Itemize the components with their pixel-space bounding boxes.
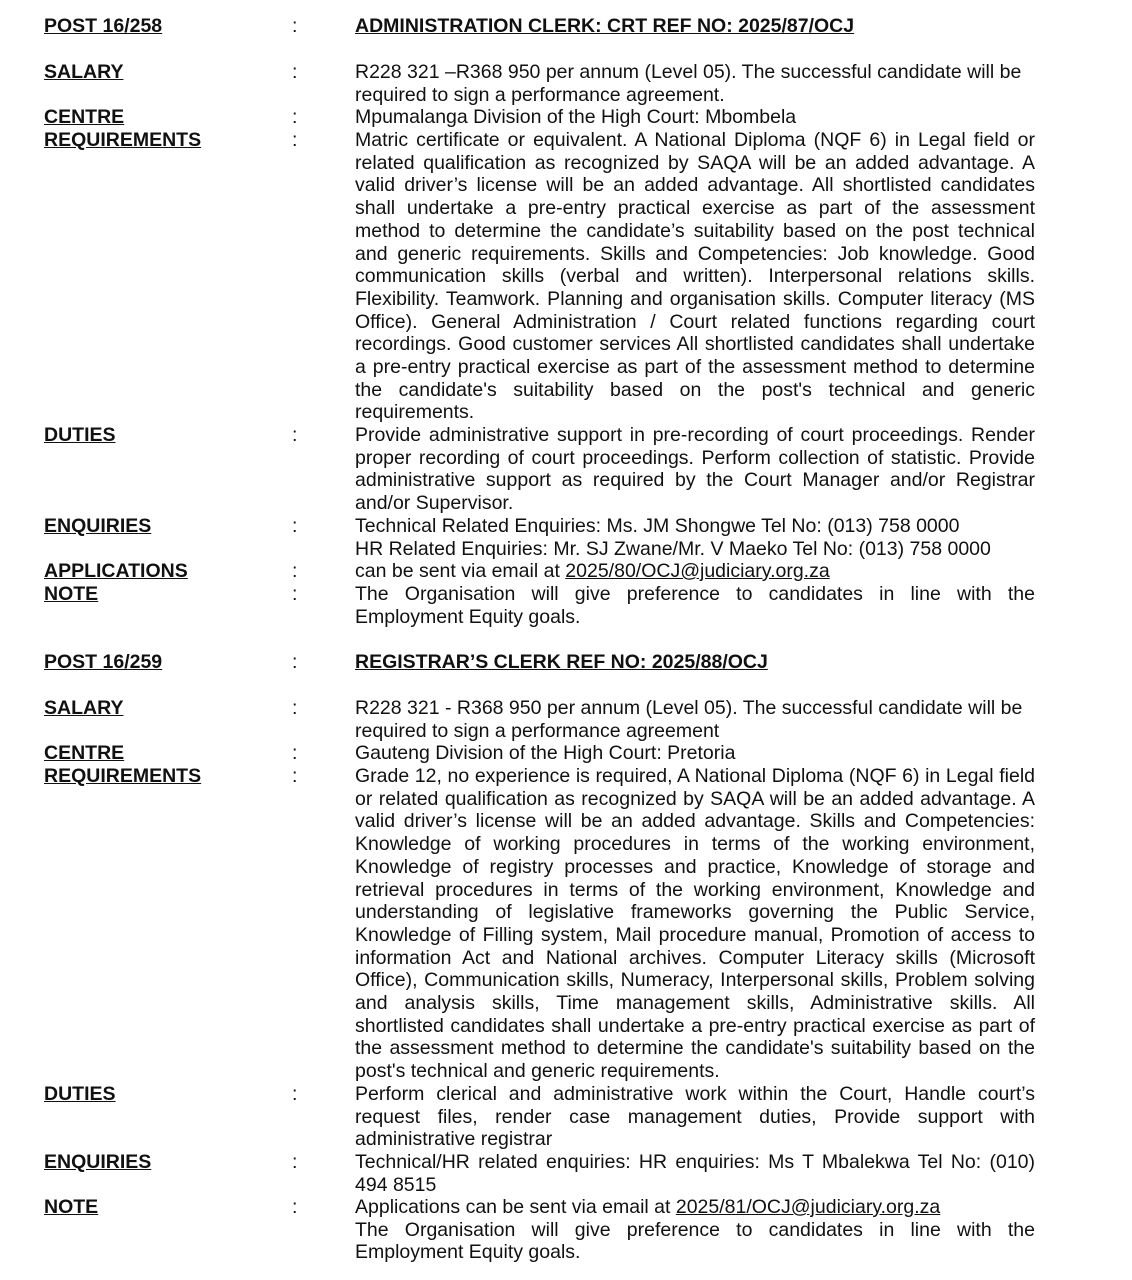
post1-salary-value: R228 321 –R368 950 per annum (Level 05). The successful candidate will be required to sign a performance agreement. (355, 61, 1022, 106)
post1-enquiries-line2: HR Related Enquiries: Mr. SJ Zwane/Mr. V Maeko Tel No: (013) 758 0000 (355, 537, 991, 560)
post2-note-text: The Organisation will give preference to candidates in line with the Employment Equity goals. (355, 1218, 1035, 1264)
post1-enquiries-label: ENQUIRIES (44, 515, 152, 537)
post2-duties-value: Perform clerical and administrative work within the Court, Handle court’s request files, render case management duties, Provide support with administrative registrar (355, 1083, 1035, 1151)
post2-note-label: NOTE (44, 1196, 99, 1218)
post2-post-label: POST 16/259 (44, 651, 163, 673)
post2-salary-value: R228 321 - R368 950 per annum (Level 05). The successful candidate will be required to sign a performance agreement (355, 697, 1023, 742)
post1-note-value: The Organisation will give preference to candidates in line with the Employment Equity goals. (355, 583, 1035, 628)
post2-note-value (355, 1196, 1035, 1264)
colon: : (292, 61, 298, 83)
post2-requirements-label: REQUIREMENTS (44, 765, 202, 787)
post1-applications-text: can be sent via email at (355, 560, 566, 582)
colon: : (292, 424, 298, 446)
post2-requirements-value: Grade 12, no experience is required, A National Diploma (NQF 6) in Legal field or related qualification as recognized by SAQA will be an added advantage. A valid driver’s license will be an added advantage. Skills and Competencies: Knowledge of working procedures in terms of the working environment, Knowledge of registry processes and practice, Knowledge of storage and retrieval procedures in terms of the working environment, Knowledge and understanding of legislative frameworks governing the Public Service, Knowledge of Filling system, Mail procedure manual, Promotion of access to information Act and National archives. Computer Literacy skills (Microsoft Office), Communication skills, Numeracy, Interpersonal skills, Problem solving and analysis skills, Time management skills, Administrative skills. All shortlisted candidates shall undertake a pre-entry practical exercise as part of the assessment method to determine the candidate's suitability based on the post's technical and generic requirements. (355, 765, 1035, 1083)
post1-salary-label: SALARY (44, 61, 124, 83)
colon: : (292, 129, 298, 151)
post1-requirements-label: REQUIREMENTS (44, 129, 202, 151)
post2-salary-label: SALARY (44, 697, 124, 719)
colon: : (292, 1196, 298, 1218)
post1-enquiries-value (355, 515, 1035, 560)
post2-duties-label: DUTIES (44, 1083, 116, 1105)
post2-enquiries-label: ENQUIRIES (44, 1151, 152, 1173)
post2-centre-value: Gauteng Division of the High Court: Pretoria (355, 742, 736, 764)
post1-title: ADMINISTRATION CLERK: CRT REF NO: 2025/87/OCJ (355, 15, 855, 37)
colon: : (292, 1083, 298, 1105)
post1-requirements-value: Matric certificate or equivalent. A National Diploma (NQF 6) in Legal field or related qualification as recognized by SAQA will be an added advantage. A valid driver’s license will be an added advantage. All shortlisted candidates shall undertake a pre-entry practical exercise as part of the assessment method to determine the candidate’s suitability based on the post technical and generic requirements. Skills and Competencies: Job knowledge. Good communication skills (verbal and written). Interpersonal relations skills. Flexibility. Teamwork. Planning and organisation skills. Computer literacy (MS Office). General Administration / Court related functions regarding court recordings. Good customer services All shortlisted candidates shall undertake a pre-entry practical exercise as part of the assessment method to determine the candidate's suitability based on the post's technical and generic requirements. (355, 129, 1035, 424)
post1-post-label: POST 16/258 (44, 15, 163, 37)
post1-applications-value (355, 560, 1035, 583)
post1-centre-value: Mpumalanga Division of the High Court: Mbombela (355, 106, 797, 128)
colon: : (292, 560, 298, 582)
post1-enquiries-line1: Technical Related Enquiries: Ms. JM Shongwe Tel No: (013) 758 0000 (355, 515, 960, 537)
colon: : (292, 15, 298, 37)
colon: : (292, 106, 298, 128)
post1-applications-label: APPLICATIONS (44, 560, 188, 582)
post1-applications-email-link[interactable]: 2025/80/OCJ@judiciary.org.za (565, 560, 830, 582)
post1-note-label: NOTE (44, 583, 99, 605)
post1-centre-label: CENTRE (44, 106, 125, 128)
post2-applications-email-link[interactable]: 2025/81/OCJ@judiciary.org.za (675, 1196, 941, 1218)
colon: : (292, 515, 298, 537)
post1-duties-label: DUTIES (44, 424, 116, 446)
colon: : (292, 697, 298, 719)
post2-title: REGISTRAR’S CLERK REF NO: 2025/88/OCJ (355, 651, 768, 673)
colon: : (292, 742, 298, 764)
post2-applications-text: Applications can be sent via email at (355, 1196, 676, 1218)
colon: : (292, 651, 298, 673)
post2-applications-line (355, 1196, 1035, 1219)
post1-duties-value: Provide administrative support in pre-recording of court proceedings. Render proper recording of court proceedings. Perform collection of statistic. Provide administrative support as required by the Court Manager and/or Registrar and/or Supervisor. (355, 424, 1035, 515)
colon: : (292, 765, 298, 787)
colon: : (292, 1151, 298, 1173)
post2-centre-label: CENTRE (44, 742, 125, 764)
colon: : (292, 583, 298, 605)
post2-enquiries-value: Technical/HR related enquiries: HR enquiries: Ms T Mbalekwa Tel No: (010) 494 8515 (355, 1151, 1035, 1196)
